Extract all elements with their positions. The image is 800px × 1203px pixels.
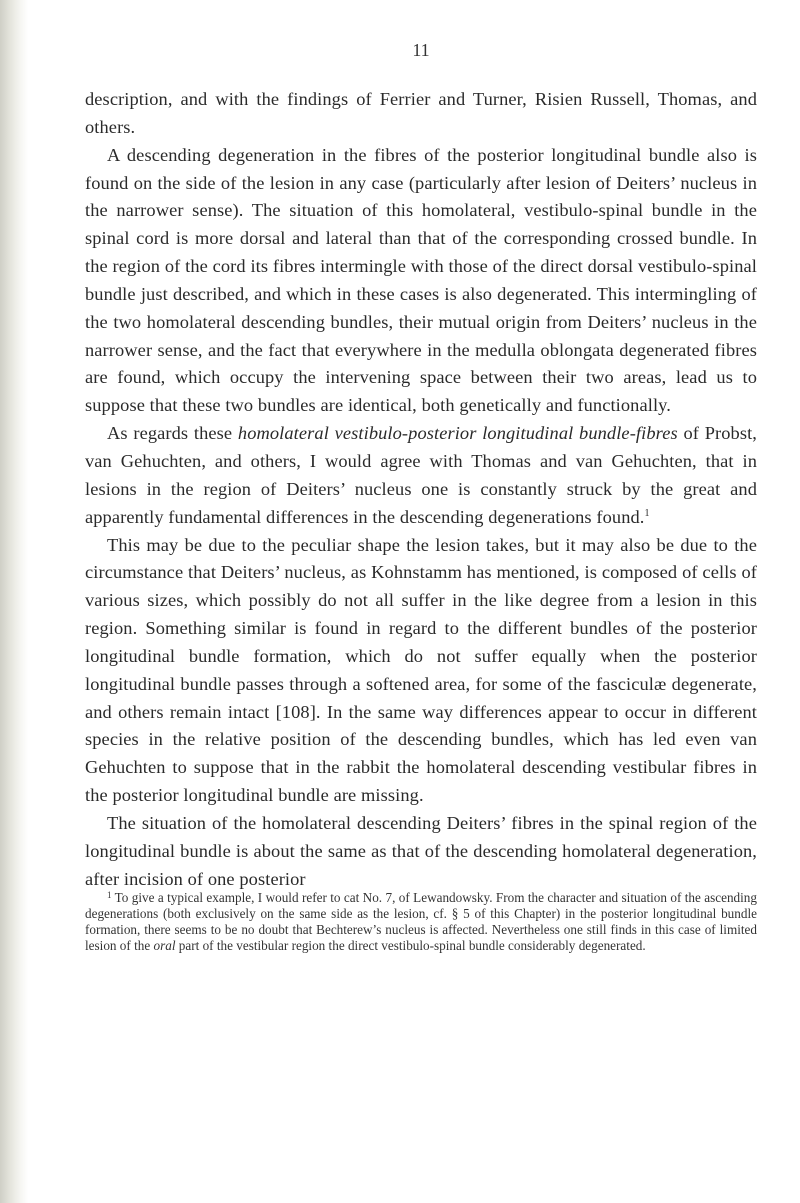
footnote-text: To give a typical example, I would refer to cat No. 7, of Lewandowsky. From the character and situation of the ascending degenerations (both exclusively on the same side as the lesion, cf. § 5 of this Chapter) in the posterior longitudinal bundle formation, there seems to be no doubt that Bechterew’s nucleus is affected. Nevertheless one still finds in this case of limited lesion of the xyxy=(85,890,757,954)
italic-term: homolateral vestibulo-posterior longitudinal bundle-fibres xyxy=(237,423,678,444)
footnote-italic: oral xyxy=(153,938,176,954)
paragraph-homolateral-fibres xyxy=(85,420,757,531)
footnote-reference: 1 xyxy=(644,507,650,519)
body-text xyxy=(85,86,757,893)
paragraph-continuation: description, and with the findings of Ferrier and Turner, Risien Russell, Thomas, and others. xyxy=(85,89,757,137)
footnote-section xyxy=(85,890,757,954)
footnote-mark: 1 xyxy=(107,890,112,900)
paragraph-text: of Probst, van Gehuchten, and others, I would agree with Thomas and van Gehuchten, that in lesions in the region of Deiters’ nucleus one is constantly struck by the great and apparently fundamental differences in the descending degenerations found. xyxy=(85,423,757,527)
paragraph-lesion-shape: This may be due to the peculiar shape the lesion takes, but it may also be due to the circumstance that Deiters’ nucleus, as Kohnstamm has mentioned, is composed of cells of various sizes, which possibly do not all suffer in the like degree from a lesion in this region. Something similar is found in regard to the different bundles of the posterior longitudinal bundle formation, which do not suffer equally when the posterior longitudinal bundle passes through a softened area, for some of the fasciculæ degenerate, and others remain intact [108]. In the same way differences appear to occur in different species in the relative position of the descending bundles, which has led even van Gehuchten to suppose that in the rabbit the homolateral descending vestibular fibres in the posterior longitudinal bundle are missing. xyxy=(85,534,757,806)
page-number: 11 xyxy=(412,40,430,60)
footnote-text: part of the vestibular region the direct vestibulo-spinal bundle considerably degenerated. xyxy=(175,938,646,954)
paragraph-descending-degeneration: A descending degeneration in the fibres of the posterior longitudinal bundle also is found on the side of the lesion in any case (particularly after lesion of Deiters’ nucleus in the narrower sense). The situation of this homolateral, vestibulo-spinal bundle in the spinal cord is more dorsal and lateral than that of the corresponding crossed bundle. In the region of the cord its fibres intermingle with those of the direct dorsal vestibulo-spinal bundle just described, and which in these cases is also degenerated. This intermingling of the two homolateral descending bundles, their mutual origin from Deiters’ nucleus in the narrower sense, and the fact that everywhere in the medulla oblongata degenerated fibres are found, which occupy the intervening space between their two areas, lead us to suppose that these two bundles are identical, both genetically and functionally. xyxy=(85,144,757,416)
page-edge-shadow xyxy=(0,0,28,1203)
paragraph-spinal-region: The situation of the homolateral descending Deiters’ fibres in the spinal region of the longitudinal bundle is about the same as that of the descending homolateral degeneration, after incision of one posterior xyxy=(85,812,757,889)
paragraph-text: As regards these xyxy=(107,423,238,444)
footnote xyxy=(85,890,757,954)
